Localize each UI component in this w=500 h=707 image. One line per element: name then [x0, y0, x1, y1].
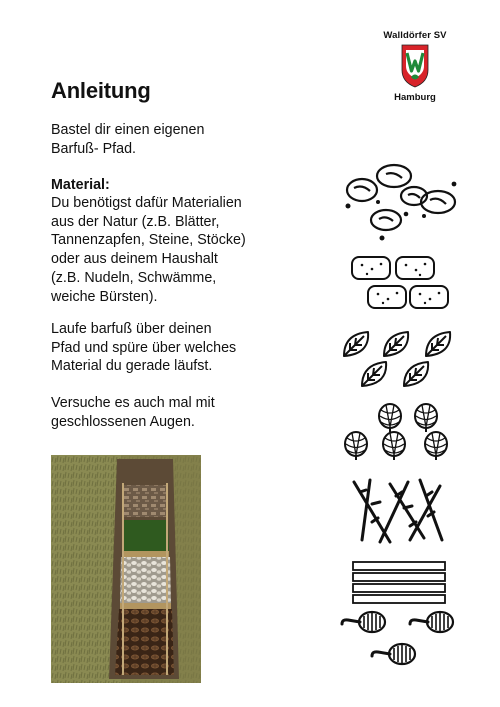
club-city: Hamburg — [394, 92, 436, 103]
page-title: Anleitung — [51, 78, 151, 103]
pine-cone-icon — [342, 402, 457, 464]
board-icon — [352, 561, 446, 605]
intro-text: Bastel dir einen eigenen Barfuß- Pfad. — [51, 122, 205, 157]
try-text: Versuche es auch mal mit geschlossenen Augen. — [51, 395, 215, 430]
walk-text: Laufe barfuß über deinen Pfad und spüre über welches Material du gerade läufst. — [51, 321, 237, 375]
club-name: Walldörfer SV — [383, 30, 447, 41]
stones-icon — [342, 162, 462, 244]
twig-icon — [350, 478, 446, 546]
material-text: Du benötigst dafür Materialien aus der Natur (z.B. Blätter, Tannenzapfen, Steine, Stöcke) oder aus deinem Haushalt (z.B. Nudeln, Schwämme, weiche Bürsten). — [51, 195, 246, 305]
material-heading: Material: — [51, 177, 110, 193]
sponge-icon — [350, 255, 450, 313]
club-crest-icon — [401, 44, 429, 88]
leaf-icon — [342, 330, 457, 390]
barefoot-path-photo — [51, 455, 201, 683]
club-logo — [370, 30, 460, 108]
brush-icon — [340, 610, 458, 670]
